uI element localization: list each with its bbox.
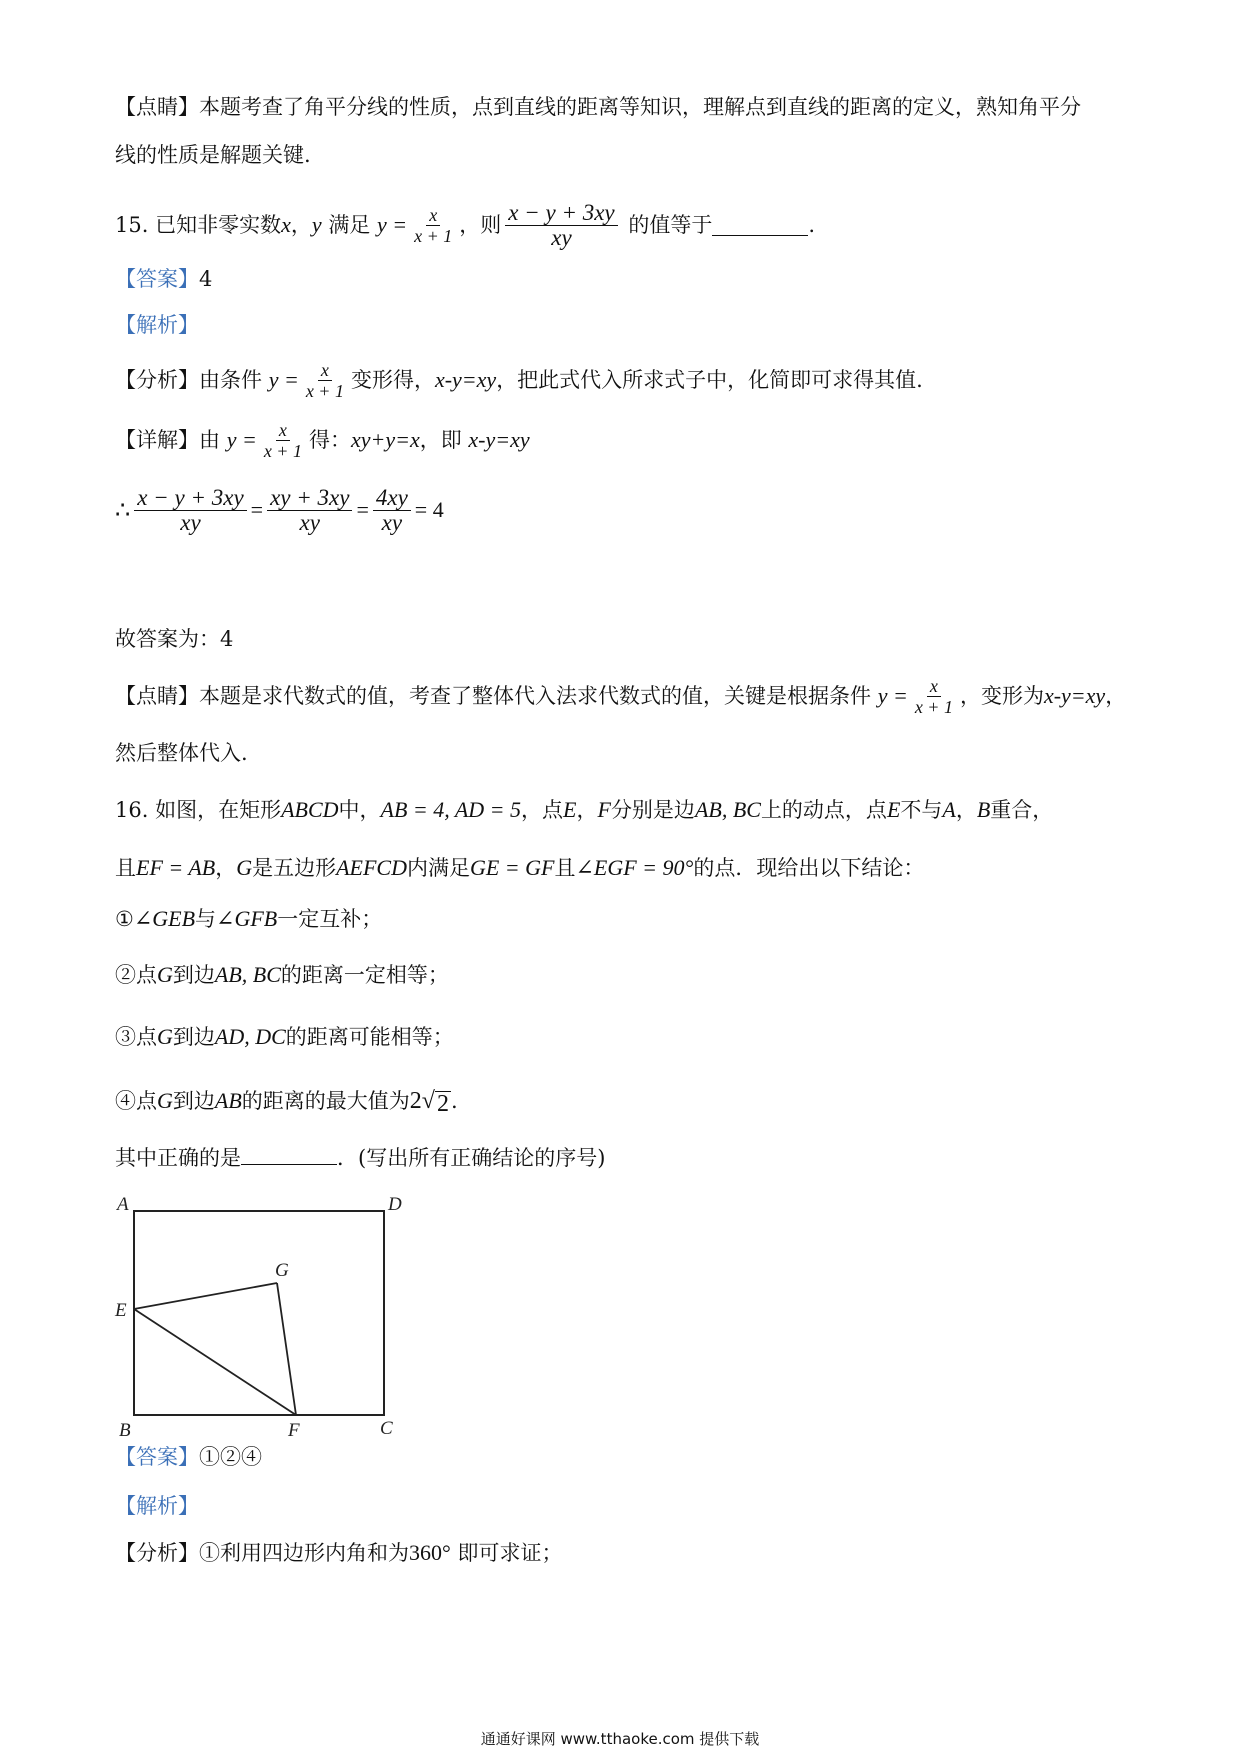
prompt-text-b: ．(写出所有正确结论的序号) xyxy=(337,1146,606,1170)
q16-text-l: 的点．现给出以下结论： xyxy=(693,856,925,880)
c1-angle2: ∠GFB xyxy=(216,906,278,931)
dianjing-expr: x-y=xy xyxy=(1043,683,1106,708)
c2-edges: AB, BC xyxy=(214,962,281,987)
q16-sep1: ， xyxy=(576,798,598,822)
sqrt-symbol: √ xyxy=(421,1088,435,1114)
dianjing-text-a: 本题是求代数式的值，考查了整体代入法求代数式的值，关键是根据条件 xyxy=(199,684,871,708)
fenxi2-text-a: ①利用四边形内角和为 xyxy=(199,1541,409,1565)
final-answer-text: 故答案为：4 xyxy=(115,627,234,651)
q15-period: . xyxy=(808,213,816,237)
q16-sep2: ， xyxy=(955,798,977,822)
q15-dianjing-line2 xyxy=(115,738,248,768)
dianjing-text-c: ， xyxy=(1105,684,1127,708)
c4-period: . xyxy=(450,1089,458,1113)
dianjing-text: 本题考查了角平分线的性质，点到直线的距离等知识，理解点到直线的距离的定义，熟知角平分 xyxy=(199,95,1081,119)
q16-jiexi xyxy=(115,1491,199,1521)
jiexi-tag: 【解析】 xyxy=(115,313,199,337)
footer: 通通好课网 www.tthaoke.com 提供下载 xyxy=(480,1730,760,1748)
dianjing-eq-lhs: y = xyxy=(877,683,908,708)
label-g: G xyxy=(275,1260,289,1281)
xiangjie-frac-num: x xyxy=(276,420,290,441)
fenxi-frac-num: x xyxy=(318,360,332,381)
c1-text-c: 一定互补； xyxy=(277,907,383,931)
q16-f: F xyxy=(597,797,611,822)
q16-text-j: 内满足 xyxy=(406,856,470,880)
therefore-frac-2 xyxy=(267,486,352,535)
label-a: A xyxy=(117,1194,129,1215)
dianjing-text-2: 线的性质是解题关键. xyxy=(115,143,311,167)
therefore-f3-num: 4xy xyxy=(373,486,411,511)
q15-expr-den: xy xyxy=(551,224,572,250)
xiangjie-expr1: xy+y=x xyxy=(350,427,420,452)
q16-gegf: GE = GF xyxy=(469,855,555,880)
xiangjie-expr2: x-y=xy xyxy=(468,427,530,452)
q16-text-c: ，点 xyxy=(521,798,564,822)
q15-jiexi xyxy=(115,310,199,340)
q16-g: G xyxy=(236,855,253,880)
q15-therefore xyxy=(115,480,444,540)
therefore-symbol: ∴ xyxy=(115,496,131,524)
q15-frac-den: x + 1 xyxy=(414,225,453,246)
q15-fraction xyxy=(411,205,455,246)
label-e: E xyxy=(115,1300,127,1321)
prompt-text-a: 其中正确的是 xyxy=(115,1146,241,1170)
c2-text-a: ②点 xyxy=(115,963,157,987)
c4-text-a: ④点 xyxy=(115,1089,157,1113)
rectangle-figure xyxy=(110,1188,410,1438)
q16-e2: E xyxy=(886,797,901,822)
q16-text-h: 且 xyxy=(115,856,136,880)
xiangjie-text-c: ，即 xyxy=(419,428,462,452)
segment-gf xyxy=(277,1283,296,1415)
c2-text-c: 的距离一定相等； xyxy=(280,963,449,987)
q16-text-i: 是五边形 xyxy=(252,856,337,880)
therefore-f1-den: xy xyxy=(180,509,201,535)
dianjing-text-b: ，变形为 xyxy=(959,684,1044,708)
fenxi-text-b: 变形得， xyxy=(350,368,435,392)
q15-fenxi xyxy=(115,352,923,408)
fenxi-eq-lhs: y = xyxy=(268,367,299,392)
fenxi-tag-2: 【分析】 xyxy=(115,1541,199,1565)
c1-angle1: ∠GEB xyxy=(133,906,196,931)
q16-abbc: AB, BC xyxy=(694,797,761,822)
q15-text: 已知非零实数 xyxy=(155,213,282,237)
c2-text-b: 到边 xyxy=(172,963,215,987)
q15-var-y: y xyxy=(311,212,322,237)
q15-expr-num: x − y + 3xy xyxy=(505,201,617,226)
dianjing-tag: 【点睛】 xyxy=(115,95,199,119)
q15-final xyxy=(115,624,233,654)
q16-cond1: AB = 4, AD = 5 xyxy=(380,797,522,822)
therefore-eq2: = xyxy=(356,497,369,522)
c4-radicand: 2 xyxy=(436,1091,449,1117)
q16-a: A xyxy=(942,797,956,822)
fenxi2-degree: 360° xyxy=(409,1540,451,1565)
c2-g: G xyxy=(157,962,173,987)
q16-abcd: ABCD xyxy=(281,797,339,822)
q15-var-x: x xyxy=(281,212,291,237)
xiangjie-frac-den: x + 1 xyxy=(263,440,302,461)
q15-xiangjie xyxy=(115,412,530,468)
therefore-frac-3 xyxy=(373,486,411,535)
answer-tag-2: 【答案】 xyxy=(115,1445,199,1469)
q16-efab: EF = AB xyxy=(136,855,216,880)
xiangjie-tag: 【详解】 xyxy=(115,428,199,452)
jiexi-tag-2: 【解析】 xyxy=(115,1494,199,1518)
conclusion-1 xyxy=(115,904,382,934)
q16-aefcd: AEFCD xyxy=(336,855,407,880)
q16-sep3: ， xyxy=(215,856,237,880)
xiangjie-fraction xyxy=(261,420,305,461)
q15-answer xyxy=(115,264,212,294)
c3-text-a: ③点 xyxy=(115,1025,157,1049)
therefore-f2-den: xy xyxy=(299,509,320,535)
c4-g: G xyxy=(157,1088,173,1113)
therefore-result: = 4 xyxy=(414,497,444,522)
fenxi2-text-b: 即可求证； xyxy=(457,1541,563,1565)
c3-text-b: 到边 xyxy=(172,1025,215,1049)
answer-value: 4 xyxy=(199,267,213,291)
q16-text-b: 中， xyxy=(338,798,381,822)
conclusion-2 xyxy=(115,960,449,990)
therefore-eq1: = xyxy=(250,497,264,522)
q15-frac-num: x xyxy=(426,205,440,226)
q15-text-b: 满足 xyxy=(328,213,371,237)
q15-dianjing xyxy=(115,668,1126,724)
q15-text-d: 的值等于 xyxy=(628,213,713,237)
q15-answer-blank xyxy=(712,215,808,236)
fenxi-text-a: 由条件 xyxy=(199,368,262,392)
xiangjie-text-b: 得： xyxy=(308,428,351,452)
therefore-f1-num: x − y + 3xy xyxy=(134,486,246,511)
q15-number: 15. xyxy=(115,213,149,237)
label-f: F xyxy=(288,1420,300,1438)
q16-text-a: 16. 如图，在矩形 xyxy=(115,798,282,822)
conclusion-3 xyxy=(115,1022,454,1052)
question-16-line1 xyxy=(115,795,1053,825)
dianjing-frac-num: x xyxy=(927,676,941,697)
answer-tag: 【答案】 xyxy=(115,267,199,291)
q16-answer xyxy=(115,1442,262,1472)
c4-sqrt-expr xyxy=(410,1086,451,1116)
fenxi-tag: 【分析】 xyxy=(115,368,199,392)
q15-text-c: ，则 xyxy=(459,213,502,237)
fenxi-frac-den: x + 1 xyxy=(305,380,344,401)
c3-edges: AD, DC xyxy=(214,1024,286,1049)
segment-ef xyxy=(134,1309,296,1415)
q16-b: B xyxy=(976,797,991,822)
dianjing-fraction xyxy=(912,676,956,717)
c4-coef: 2 xyxy=(409,1088,422,1114)
c4-text-b: 到边 xyxy=(172,1089,215,1113)
c1-text-b: 与 xyxy=(195,907,217,931)
q15-eq-lhs: y = xyxy=(377,212,408,237)
fenxi-text-c: ，把此式代入所求式子中，化简即可求得其值. xyxy=(496,368,923,392)
q16-text-e: 上的动点，点 xyxy=(760,798,887,822)
c4-text-c: 的距离的最大值为 xyxy=(241,1089,410,1113)
c4-edge: AB xyxy=(214,1088,242,1113)
label-c: C xyxy=(380,1418,393,1438)
q16-text-f: 不与 xyxy=(900,798,943,822)
q16-angle: ∠EGF = 90° xyxy=(575,855,694,880)
dianjing-prev-line1 xyxy=(115,92,1081,122)
label-b: B xyxy=(119,1420,131,1438)
q16-prompt xyxy=(115,1143,605,1173)
c1-num: ① xyxy=(115,907,134,931)
dianjing-frac-den: x + 1 xyxy=(914,696,953,717)
q16-fenxi xyxy=(115,1538,563,1568)
question-15 xyxy=(115,195,815,255)
therefore-f3-den: xy xyxy=(381,509,403,535)
label-d: D xyxy=(388,1194,402,1215)
segment-eg xyxy=(134,1283,277,1309)
c3-text-c: 的距离可能相等； xyxy=(285,1025,454,1049)
rectangle-abcd xyxy=(134,1211,384,1415)
fenxi-expr: x-y=xy xyxy=(434,367,497,392)
therefore-f2-num: xy + 3xy xyxy=(267,486,352,511)
dianjing-prev-line2 xyxy=(115,140,311,170)
q16-e: E xyxy=(563,797,577,822)
conclusion-4 xyxy=(115,1086,458,1116)
dianjing-line2: 然后整体代入. xyxy=(115,741,248,765)
c3-g: G xyxy=(157,1024,173,1049)
q15-comma: ， xyxy=(290,213,312,237)
q16-text-k: 且 xyxy=(554,856,576,880)
dianjing-tag-2: 【点睛】 xyxy=(115,684,199,708)
xiangjie-eq-lhs: y = xyxy=(226,427,257,452)
q16-text-g: 重合， xyxy=(990,798,1054,822)
xiangjie-text-a: 由 xyxy=(199,428,220,452)
q16-answer-blank xyxy=(241,1144,337,1165)
fenxi-fraction xyxy=(303,360,347,401)
answer-value-2: ①②④ xyxy=(199,1445,262,1469)
therefore-frac-1 xyxy=(134,486,246,535)
question-16-line2 xyxy=(115,853,924,883)
q15-expression xyxy=(505,201,617,250)
q16-text-d: 分别是边 xyxy=(610,798,695,822)
